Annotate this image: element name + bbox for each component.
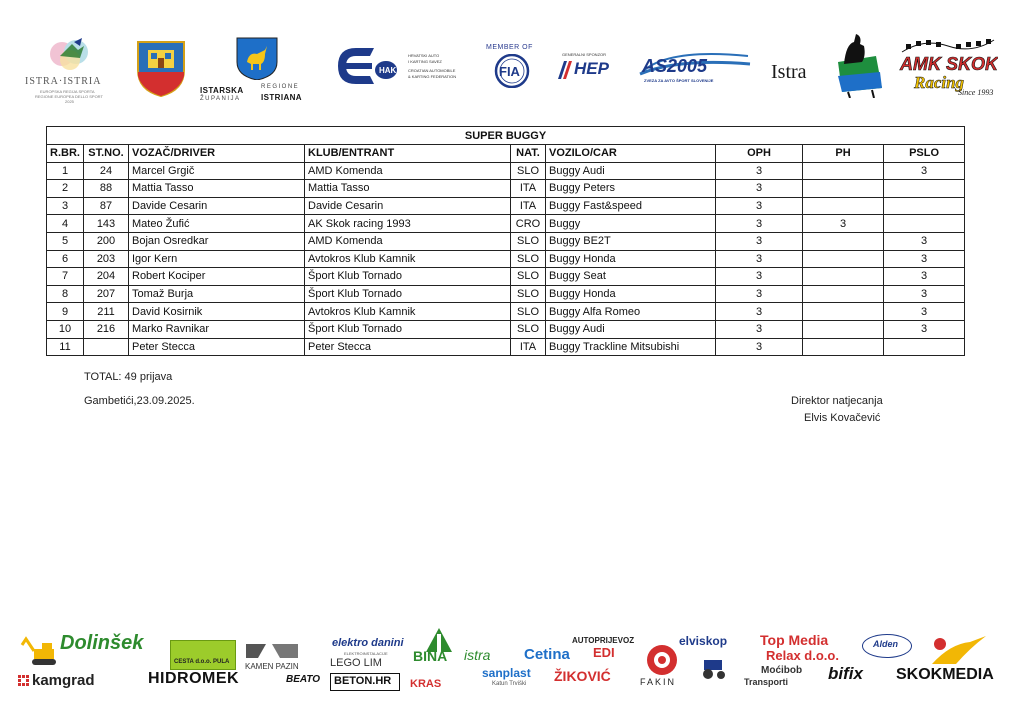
cell-stno: 204 — [84, 268, 129, 286]
cell-nat: ITA — [511, 180, 546, 198]
cell-pslo — [884, 197, 965, 215]
cell-oph: 3 — [716, 338, 803, 356]
cell-pslo: 3 — [884, 232, 965, 250]
hak-emblem-icon — [334, 44, 398, 88]
director-title: Direktor natjecanja — [791, 395, 883, 407]
cell-oph: 3 — [716, 303, 803, 321]
sponsor-bina: BINA — [413, 648, 448, 664]
sponsor-kamgrad: kamgrad — [32, 672, 95, 689]
cell-ph — [803, 303, 884, 321]
cell-stno: 211 — [84, 303, 129, 321]
col-header-nat: NAT. — [511, 145, 546, 163]
sponsor-alden-logo — [862, 634, 912, 658]
fia-text: FIA — [499, 64, 520, 79]
cell-driver: Peter Stecca — [129, 338, 305, 356]
as2005-sub: ZVEZA ZA AVTO ŠPORT SLOVENIJE — [644, 78, 714, 83]
sponsor-kras: KRAS — [410, 678, 442, 690]
excavator-icon — [20, 633, 60, 667]
cell-rbr: 2 — [47, 180, 84, 198]
skok-since: Since 1993 — [958, 88, 994, 97]
cell-entrant: Šport Klub Tornado — [305, 320, 511, 338]
sponsor-mocibob: Moćibob — [761, 665, 803, 676]
as2005-emblem-icon — [638, 50, 752, 78]
cell-driver: Bojan Osredkar — [129, 232, 305, 250]
fia-logo — [484, 44, 540, 88]
tractor-icon — [698, 656, 728, 680]
table-row — [47, 180, 965, 198]
cell-ph — [803, 162, 884, 180]
cell-rbr: 3 — [47, 197, 84, 215]
cell-car: Buggy Honda — [546, 250, 716, 268]
skok-text: AMK SKOK — [900, 54, 998, 74]
cell-ph — [803, 285, 884, 303]
sponsor-fakin: FAKIN — [640, 677, 677, 687]
sponsor-beato: BEATO — [286, 674, 321, 685]
cell-driver: Tomaž Burja — [129, 285, 305, 303]
as2005-logo — [638, 50, 752, 86]
sponsor-alden: Alden — [873, 639, 899, 649]
cell-rbr: 9 — [47, 303, 84, 321]
cell-stno: 200 — [84, 232, 129, 250]
cell-entrant: Davide Cesarin — [305, 197, 511, 215]
cell-nat: SLO — [511, 320, 546, 338]
cell-car: Buggy Peters — [546, 180, 716, 198]
cell-stno — [84, 338, 129, 356]
cell-pslo — [884, 215, 965, 233]
col-header-pslo: PSLO — [884, 145, 965, 163]
cell-oph: 3 — [716, 215, 803, 233]
cell-pslo — [884, 180, 965, 198]
cell-pslo: 3 — [884, 250, 965, 268]
cell-entrant: Peter Stecca — [305, 338, 511, 356]
table-row — [47, 268, 965, 286]
istarska-text: ISTARSKA — [200, 86, 244, 95]
cell-driver: Mateo Žufić — [129, 215, 305, 233]
kamen-icon — [244, 642, 300, 660]
cell-stno: 143 — [84, 215, 129, 233]
table-row — [47, 250, 965, 268]
cell-pslo: 3 — [884, 285, 965, 303]
cell-stno: 88 — [84, 180, 129, 198]
entry-list-table — [46, 126, 965, 356]
sponsor-cesta-logo — [170, 640, 236, 670]
cell-car: Buggy Audi — [546, 320, 716, 338]
city-coat-of-arms-icon — [136, 40, 186, 98]
cell-pslo — [884, 338, 965, 356]
cell-rbr: 8 — [47, 285, 84, 303]
cell-nat: SLO — [511, 250, 546, 268]
cell-rbr: 10 — [47, 320, 84, 338]
hak-line3: CROATIAN AUTOMOBILE — [408, 68, 456, 73]
cell-nat: SLO — [511, 232, 546, 250]
cell-nat: SLO — [511, 285, 546, 303]
cell-stno: 207 — [84, 285, 129, 303]
cell-oph: 3 — [716, 162, 803, 180]
cell-oph: 3 — [716, 197, 803, 215]
istra-istria-line1: EUROPSKA REGIJA SPORTA — [40, 89, 95, 94]
col-header-ph: PH — [803, 145, 884, 163]
sponsor-cetina: Cetina — [524, 646, 570, 663]
table-row — [47, 197, 965, 215]
cell-car: Buggy Trackline Mitsubishi — [546, 338, 716, 356]
cell-driver: Robert Kociper — [129, 268, 305, 286]
cell-oph: 3 — [716, 268, 803, 286]
sponsor-elektro: elektro danini — [332, 637, 404, 649]
cell-oph: 3 — [716, 250, 803, 268]
cell-oph: 3 — [716, 232, 803, 250]
cell-pslo: 3 — [884, 320, 965, 338]
cell-entrant: Šport Klub Tornado — [305, 285, 511, 303]
istarska-zupanija-logo — [198, 36, 323, 104]
cell-nat: ITA — [511, 197, 546, 215]
cell-nat: ITA — [511, 338, 546, 356]
cell-ph — [803, 338, 884, 356]
cell-ph — [803, 320, 884, 338]
goat-shield-icon — [235, 36, 279, 80]
cell-rbr: 5 — [47, 232, 84, 250]
cell-nat: CRO — [511, 215, 546, 233]
regione-text: REGIONE — [261, 84, 300, 90]
sponsor-mocibob-transporti: Transporti — [744, 677, 789, 687]
sponsor-topmedia: Top Media — [760, 632, 829, 648]
cell-car: Buggy Fast&speed — [546, 197, 716, 215]
hak-line2: I KARTING SAVEZ — [408, 59, 442, 64]
table-row — [47, 285, 965, 303]
cell-ph — [803, 232, 884, 250]
member-of-text: MEMBER OF — [486, 44, 533, 51]
cell-stno: 203 — [84, 250, 129, 268]
cell-nat: SLO — [511, 162, 546, 180]
sponsor-edi: EDI — [593, 645, 615, 660]
cell-nat: SLO — [511, 303, 546, 321]
cell-rbr: 6 — [47, 250, 84, 268]
cell-car: Buggy Alfa Romeo — [546, 303, 716, 321]
table-row — [47, 162, 965, 180]
as2005-text: AS2005 — [642, 56, 708, 76]
cell-stno: 216 — [84, 320, 129, 338]
cell-entrant: AMD Komenda — [305, 162, 511, 180]
cell-ph — [803, 268, 884, 286]
cell-driver: Davide Cesarin — [129, 197, 305, 215]
istra-word-logo: Istra — [771, 61, 807, 83]
cell-ph — [803, 197, 884, 215]
cell-driver: Mattia Tasso — [129, 180, 305, 198]
cell-pslo: 3 — [884, 303, 965, 321]
col-header-driver: VOZAČ/DRIVER — [129, 145, 305, 163]
sponsor-elektro-sub: ELEKTROINSTALACIJE — [344, 651, 388, 656]
total-entries: TOTAL: 49 prijava — [84, 371, 173, 383]
cell-stno: 24 — [84, 162, 129, 180]
table-title-row — [47, 127, 965, 145]
sponsor-zikovic: ŽIKOVIĆ — [554, 668, 611, 684]
hak-line1: HRVATSKI AUTO — [408, 53, 440, 58]
cell-entrant: Avtokros Klub Kamnik — [305, 250, 511, 268]
general-sponsor-label: GENERALNI SPONZOR — [562, 52, 607, 57]
cell-car: Buggy Honda — [546, 285, 716, 303]
sponsor-hidromek: HIDROMEK — [148, 670, 240, 687]
sponsor-dolinsek: Dolinšek — [60, 632, 144, 654]
sponsor-elviskop: elviskop — [679, 634, 728, 648]
cell-entrant: Avtokros Klub Kamnik — [305, 303, 511, 321]
table-body — [47, 162, 965, 356]
cell-driver: David Kosirnik — [129, 303, 305, 321]
istra-istria-year: 2025 — [65, 99, 74, 104]
cell-entrant: Mattia Tasso — [305, 180, 511, 198]
cell-car: Buggy BE2T — [546, 232, 716, 250]
sponsor-beton: BETON.HR — [334, 675, 392, 687]
cell-nat: SLO — [511, 268, 546, 286]
kamgrad-grid-icon — [18, 675, 30, 687]
sponsor-lego: LEGO LIM — [330, 657, 382, 669]
istriana-text: ISTRIANA — [261, 93, 302, 102]
cell-ph: 3 — [803, 215, 884, 233]
hep-logo — [556, 52, 626, 84]
hak-line4: & KARTING FEDERATION — [408, 74, 457, 79]
table-row — [47, 215, 965, 233]
col-header-car: VOZILO/CAR — [546, 145, 716, 163]
cell-rbr: 1 — [47, 162, 84, 180]
cell-entrant: Šport Klub Tornado — [305, 268, 511, 286]
fakin-emblem-icon — [646, 644, 678, 676]
sponsor-kamen: KAMEN PAZIN — [245, 662, 299, 671]
table-row — [47, 338, 965, 356]
col-header-entrant: KLUB/ENTRANT — [305, 145, 511, 163]
hep-stripes-icon — [558, 61, 572, 79]
cell-rbr: 11 — [47, 338, 84, 356]
cell-oph: 3 — [716, 320, 803, 338]
cell-driver: Igor Kern — [129, 250, 305, 268]
cell-entrant: AK Skok racing 1993 — [305, 215, 511, 233]
place-date: Gambetići,23.09.2025. — [84, 395, 195, 407]
fia-emblem-icon — [487, 54, 537, 88]
skok-racing-text: Racing — [914, 73, 965, 92]
cell-rbr: 4 — [47, 215, 84, 233]
hak-logo — [334, 44, 478, 88]
col-header-rbr: R.BR. — [47, 145, 84, 163]
istra-goat-icon — [832, 32, 888, 98]
zupanija-text: ŽUPANIJA — [200, 96, 241, 102]
svg-text:HAK: HAK — [379, 66, 397, 75]
sponsor-skokmedia: SKOKMEDIA — [896, 666, 994, 683]
cell-pslo: 3 — [884, 268, 965, 286]
hep-text: HEP — [574, 59, 609, 78]
sponsor-relax: Relax d.o.o. — [766, 648, 839, 663]
sponsor-sanplast: sanplast — [482, 666, 531, 680]
sponsor-sanplast-sub: Katun Trviški — [492, 681, 527, 687]
skok-wordmark — [898, 52, 998, 92]
cell-driver: Marko Ravnikar — [129, 320, 305, 338]
istra-istria-logo — [25, 36, 114, 106]
table-row — [47, 320, 965, 338]
istra-istria-line2: REGIONE EUROPEA DELLO SPORT — [35, 94, 103, 99]
skokmedia-road-icon — [930, 634, 990, 668]
cell-car: Buggy — [546, 215, 716, 233]
cell-ph — [803, 180, 884, 198]
cell-ph — [803, 250, 884, 268]
cell-car: Buggy Audi — [546, 162, 716, 180]
cell-pslo: 3 — [884, 162, 965, 180]
cell-oph: 3 — [716, 180, 803, 198]
sponsor-edi-top: AUTOPRIJEVOZ — [572, 636, 635, 645]
cell-oph: 3 — [716, 285, 803, 303]
col-header-stno: ST.NO. — [84, 145, 129, 163]
director-name: Elvis Kovačević — [804, 412, 881, 424]
table-row — [47, 303, 965, 321]
table-row — [47, 232, 965, 250]
cell-rbr: 7 — [47, 268, 84, 286]
sponsor-beton-box — [330, 673, 400, 691]
cell-entrant: AMD Komenda — [305, 232, 511, 250]
sponsor-bifix: bifix — [828, 664, 863, 683]
amk-skok-logo — [898, 38, 998, 98]
cell-stno: 87 — [84, 197, 129, 215]
cell-car: Buggy Seat — [546, 268, 716, 286]
table-header-row — [47, 145, 965, 163]
table-title: SUPER BUGGY — [47, 127, 965, 145]
istra-istria-title: ISTRA·ISTRIA — [25, 76, 102, 87]
cell-driver: Marcel Grgič — [129, 162, 305, 180]
sponsor-cesta: CESTA d.o.o. PULA — [174, 659, 230, 665]
sponsor-bina-istra: istra — [464, 647, 491, 663]
col-header-oph: OPH — [716, 145, 803, 163]
istra-istria-emblem-icon — [32, 36, 114, 74]
